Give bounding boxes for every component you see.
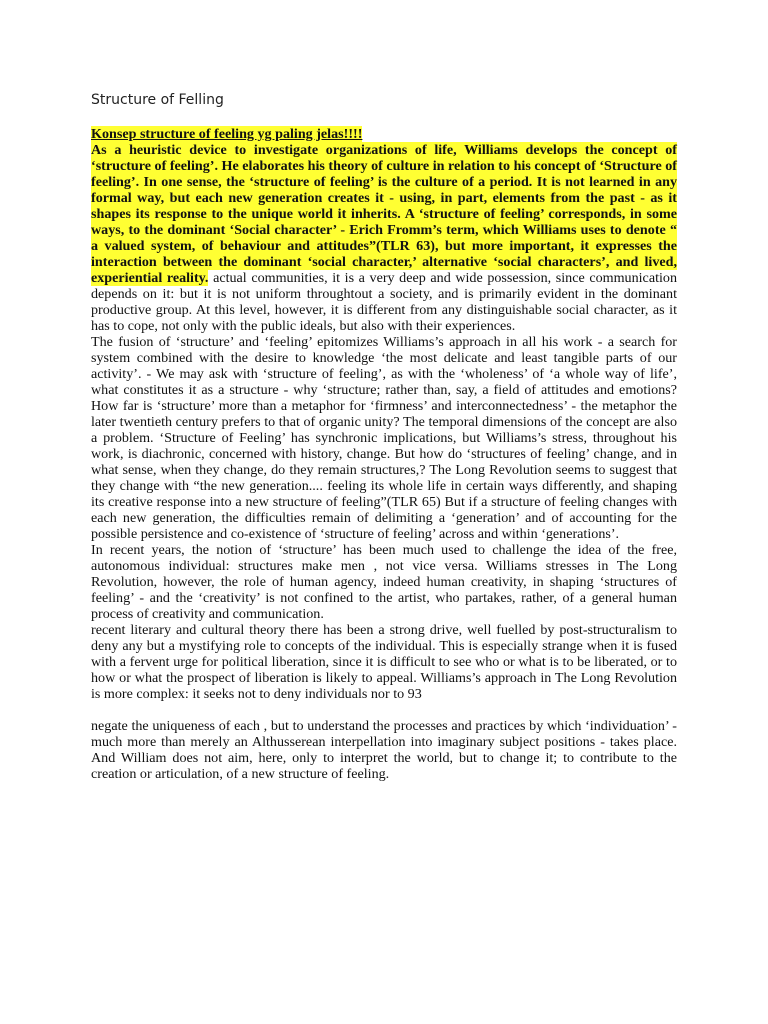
paragraph-2: The fusion of ‘structure’ and ‘feeling’ epitomizes Williams’s approach in all his work - a search for system combined with the desire to knowledge ‘the most delicate and least tangible parts of our activity’. - We may ask with ‘structure of feeling’, as with the ‘wholeness’ of ‘a whole way of life’, what constitutes it as a structure - why ‘structure; rather than, say, a field of attitudes and emotions? How far is ‘structure’ more than a metaphor for ‘firmness’ and interconnectedness’ - the metaphor the later twentieth century prefers to that of organic unity? The temporal dimensions of the concept are also a problem. ‘Structure of Feeling’ has synchronic implications, but Williams’s stress, throughout his work, is diachronic, concerned with history, change. But how do ‘structures of feeling’ change, and in what sense, when they change, do they remain structures,? The Long Revolution seems to suggest that they change with “the new generation.... feeling its whole life in certain ways differently, and shaping its creative response into a new structure of feeling”(TLR 65) But if a structure of feeling changes with each new generation, the difficulties remain of delimiting a ‘generation’ and of accounting for the possible persistence and co-existence of ‘structure of feeling’ across and within ‘generations’. — [91, 334, 677, 542]
paragraph-4: recent literary and cultural theory there has been a strong drive, well fuelled by post-structuralism to deny any but a mystifying role to concepts of the individual. This is especially strange when it is fused with a fervent urge for political liberation, since it is difficult to see who or what is to be liberated, or to how or what the prospect of liberation is likely to appeal. Williams’s approach in The Long Revolution is more complex: it seeks not to deny individuals nor to 93 — [91, 622, 677, 702]
document-title: Structure of Felling — [91, 92, 224, 108]
paragraph-gap — [91, 702, 677, 718]
highlight-heading — [91, 126, 677, 142]
paragraph-5: negate the uniqueness of each , but to understand the processes and practices by which ‘individuation’ - much more than merely an Althusserean interpellation into imaginary subject positions - takes place. And William does not aim, here, only to interpret the world, but to change it; to contribute to the creation or articulation, of a new structure of feeling. — [91, 718, 677, 782]
document-body — [91, 126, 677, 782]
paragraph-1 — [91, 142, 677, 334]
paragraph-1-rest: actual communities, it is a very deep and wide possession, since communication depends on it: but it is not uniform throughtout a society, and is primarily evident in the dominant productive group. At this level, however, it is different from any distinguishable social character, as it has to cope, not only with the public ideals, but also with their experiences. — [91, 270, 677, 334]
highlight-heading-text: Konsep structure of feeling yg paling jelas!!!! — [91, 126, 363, 142]
paragraph-3: In recent years, the notion of ‘structure’ has been much used to challenge the idea of the free, autonomous individual: structures make men , not vice versa. Williams stresses in The Long Revolution, however, the role of human agency, indeed human creativity, in shaping ‘structures of feeling’ - and the ‘creativity’ is not confined to the artist, who partakes, rather, of a general human process of creativity and communication. — [91, 542, 677, 622]
highlighted-passage: As a heuristic device to investigate organizations of life, Williams develops the concept of ‘structure of feeling’. He elaborates his theory of culture in relation to his concept of ‘Structure of feeling’. In one sense, the ‘structure of feeling’ is the culture of a period. It is not learned in any formal way, but each new generation creates it - using, in part, elements from the past - as it shapes its response to the unique world it inherits. A ‘structure of feeling’ corresponds, in some ways, to the dominant ‘Social character’ - Erich Fromm’s term, which Williams uses to denote “ a valued system, of behaviour and attitudes”(TLR 63), but more important, it expresses the interaction between the dominant ‘social character,’ alternative ‘social characters’, and lived, experiential reality. — [91, 142, 677, 286]
